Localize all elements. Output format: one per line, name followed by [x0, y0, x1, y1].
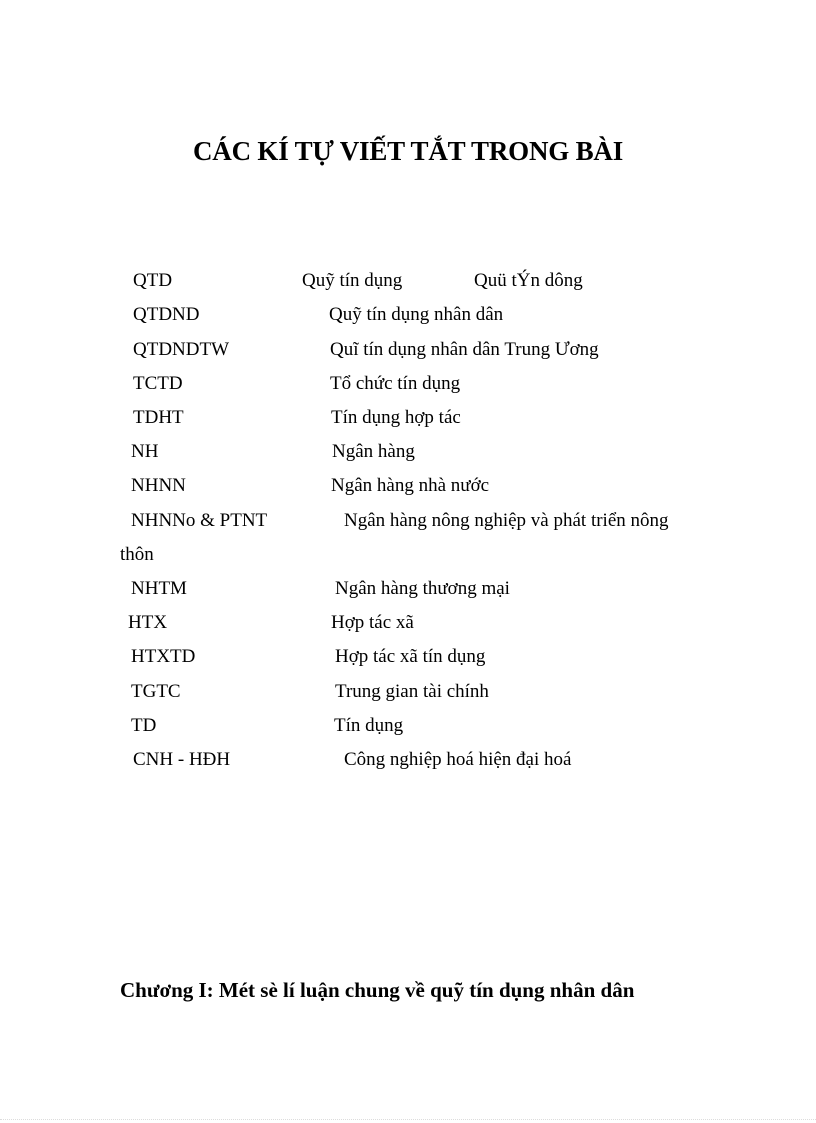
- abbreviation-term: QTDNDTW: [133, 339, 230, 360]
- abbreviation-meaning: Hợp tác xã: [331, 612, 414, 633]
- abbreviation-meaning: Tín dụng: [334, 715, 404, 736]
- abbreviation-term: QTD: [133, 270, 173, 291]
- abbreviation-term: TD: [131, 715, 157, 736]
- abbreviation-term: CNH - HĐH: [133, 749, 231, 770]
- abbreviation-meaning: Trung gian tài chính: [335, 681, 489, 702]
- abbreviation-meaning-continuation: thôn: [120, 544, 154, 565]
- page-bottom-divider: [0, 1119, 816, 1120]
- abbreviation-meaning: Công nghiệp hoá hiện đại hoá: [344, 749, 572, 770]
- abbreviation-meaning: Tín dụng hợp tác: [331, 407, 461, 428]
- abbreviation-term: NHTM: [131, 578, 187, 599]
- abbreviation-term: TDHT: [133, 407, 184, 428]
- abbreviation-meaning: Quỹ tín dụng nhân dân: [329, 304, 504, 325]
- chapter-heading: Chương I: Mét sè lí luận chung về quỹ tín dụng nhân dân: [120, 978, 635, 1002]
- abbreviation-meaning: Ngân hàng thương mại: [335, 578, 510, 599]
- abbreviation-term: NH: [131, 441, 159, 462]
- abbreviation-legacy-encoding: Quü tÝn dông: [474, 270, 583, 291]
- abbreviation-meaning: Ngân hàng: [332, 441, 415, 462]
- abbreviation-term: NHNN: [131, 475, 186, 496]
- page-title: CÁC KÍ TỰ VIẾT TẮT TRONG BÀI: [192, 136, 624, 166]
- abbreviation-meaning: Tổ chức tín dụng: [330, 373, 461, 394]
- abbreviation-meaning: Hợp tác xã tín dụng: [335, 646, 486, 667]
- abbreviation-term: NHNNo & PTNT: [131, 510, 268, 531]
- abbreviation-meaning: Quĩ tín dụng nhân dân Trung Ương: [330, 339, 599, 360]
- abbreviation-meaning: Quỹ tín dụng: [302, 270, 403, 291]
- abbreviation-meaning: Ngân hàng nông nghiệp và phát triển nông: [344, 510, 669, 531]
- abbreviation-term: HTXTD: [131, 646, 196, 667]
- abbreviation-meaning: Ngân hàng nhà nước: [331, 475, 490, 496]
- abbreviation-term: QTDND: [133, 304, 200, 325]
- abbreviation-term: TCTD: [133, 373, 183, 394]
- abbreviation-term: TGTC: [131, 681, 181, 702]
- abbreviation-term: HTX: [128, 612, 168, 633]
